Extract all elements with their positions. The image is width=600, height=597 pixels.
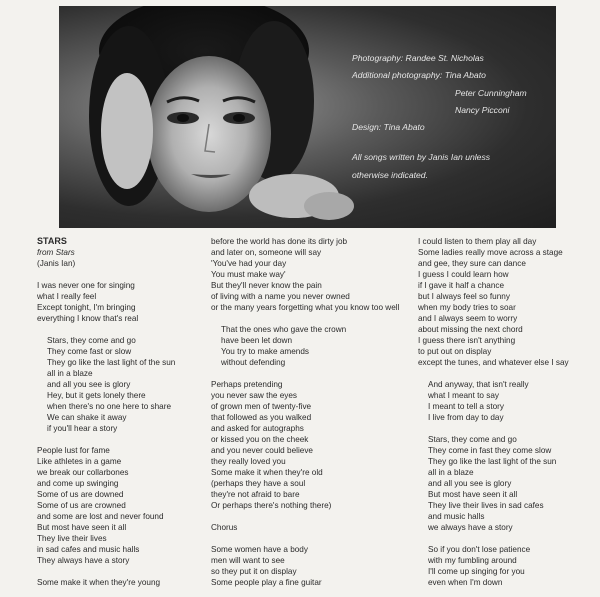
lyrics-lines-col-3 [418, 236, 593, 588]
lyric-line: Some make it when they're young [37, 578, 161, 587]
lyric-line [211, 313, 396, 324]
lyric-line: all in a blaze [47, 369, 93, 378]
lyric-line: men will want to see [211, 556, 285, 565]
lyric-line: Like athletes in a game [37, 457, 122, 466]
lyric-line: Some ladies really move across a stage [418, 248, 563, 257]
lyric-line [418, 533, 593, 544]
lyric-line: They come in fast they come slow [428, 446, 552, 455]
credit-photography: Photography: Randee St. Nicholas [352, 53, 484, 63]
lyric-line: when there's no one here to share [47, 402, 172, 411]
credit-additional: Additional photography: Tina Abato [352, 70, 486, 81]
lyrics-lines-col-1 [37, 269, 202, 588]
lyric-line: and some are lost and never found [37, 512, 164, 521]
lyric-line: and I always seem to worry [418, 314, 518, 323]
lyric-line: of living with a name you never owned [211, 292, 350, 301]
credit-note-1: All songs written by Janis Ian unless [352, 152, 491, 163]
lyric-line: without defending [221, 358, 286, 367]
lyric-line: except the tunes, and whatever else I say [418, 358, 569, 367]
lyric-line: 'You've had your day [211, 259, 287, 268]
lyric-line: you never saw the eyes [211, 391, 298, 400]
lyric-line: what I meant to say [428, 391, 499, 400]
lyric-line [418, 368, 593, 379]
lyric-line: Some people play a fine guitar [211, 578, 322, 587]
lyric-line: and all you see is glory [428, 479, 512, 488]
lyric-line [211, 511, 396, 522]
lyric-line: They go like the last light of the sun [47, 358, 176, 367]
lyric-line: And anyway, that isn't really [428, 380, 529, 389]
lyric-line [418, 423, 593, 434]
lyric-line: but I always feel so funny [418, 292, 510, 301]
lyric-line: Perhaps pretending [211, 380, 283, 389]
lyric-line: and all you see is glory [47, 380, 131, 389]
lyric-line: Some of us are crowned [37, 501, 126, 510]
lyric-line: They live their lives in sad cafes [428, 501, 544, 510]
lyric-line: if you'll hear a story [47, 424, 118, 433]
lyric-line: But most have seen it all [428, 490, 518, 499]
lyric-line: Stars, they come and go [47, 336, 136, 345]
lyric-line: that followed as you walked [211, 413, 312, 422]
lyric-line: about missing the next chord [418, 325, 523, 334]
lyrics-column-2 [211, 236, 400, 588]
lyric-line: They go like the last light of the sun [428, 457, 557, 466]
lyric-line: We can shake it away [47, 413, 127, 422]
lyric-line: what I really feel [37, 292, 97, 301]
lyric-line: (perhaps they have a soul [211, 479, 306, 488]
lyric-line: before the world has done its dirty job [211, 237, 348, 246]
credit-additional-3: Nancy Picconi [455, 104, 510, 115]
lyric-line: Hey, but it gets lonely there [47, 391, 146, 400]
lyric-line: of grown men of twenty-five [211, 402, 312, 411]
lyric-line: Chorus [211, 523, 238, 532]
lyric-line: I live from day to day [428, 413, 504, 422]
lyric-line: You try to make amends [221, 347, 309, 356]
lyric-line: So if you don't lose patience [428, 545, 531, 554]
lyric-line: They live their lives [37, 534, 107, 543]
lyric-line: Some of us are downed [37, 490, 124, 499]
song-title: STARS [37, 236, 67, 246]
lyric-line: But most have seen it all [37, 523, 127, 532]
lyric-line: That the ones who gave the crown [221, 325, 347, 334]
lyric-line: we break our collarbones [37, 468, 129, 477]
lyric-line: I meant to tell a story [428, 402, 504, 411]
lyrics-column-1 [37, 236, 202, 588]
lyrics-lines-col-2 [211, 236, 400, 588]
lyric-line [211, 368, 396, 379]
lyric-line: You must make way' [211, 270, 286, 279]
lyric-line: all in a blaze [428, 468, 474, 477]
lyric-line: they really loved you [211, 457, 286, 466]
lyric-line: in sad cafes and music halls [37, 545, 140, 554]
lyric-line: I guess there isn't anything [418, 336, 516, 345]
lyric-line: and later on, someone will say [211, 248, 322, 257]
lyric-line [37, 434, 202, 445]
lyric-line: Some make it when they're old [211, 468, 323, 477]
lyric-line: I was never one for singing [37, 281, 135, 290]
lyric-line: I could listen to them play all day [418, 237, 537, 246]
lyric-line: to put out on display [418, 347, 492, 356]
lyric-line: with my fumbling around [428, 556, 517, 565]
lyric-line [37, 324, 202, 335]
lyric-line [37, 566, 202, 577]
lyric-line: we always have a story [428, 523, 513, 532]
lyric-line: so they put it on display [211, 567, 297, 576]
lyric-line: People lust for fame [37, 446, 110, 455]
photo-credits [352, 50, 552, 184]
lyric-line: or the many years forgetting what you know too well [211, 303, 400, 312]
song-author: (Janis Ian) [37, 259, 76, 268]
song-source: from Stars [37, 248, 75, 257]
credit-gap [352, 136, 552, 149]
lyric-line: when my body tries to soar [418, 303, 516, 312]
lyric-line: Stars, they come and go [428, 435, 517, 444]
lyric-line: and music halls [428, 512, 485, 521]
lyric-line: and asked for autographs [211, 424, 304, 433]
lyric-line: they're not afraid to bare [211, 490, 300, 499]
lyric-line: and gee, they sure can dance [418, 259, 526, 268]
lyric-line: Or perhaps there's nothing there) [211, 501, 332, 510]
lyric-line [211, 533, 396, 544]
lyric-line: if I gave it half a chance [418, 281, 505, 290]
credit-note-2: otherwise indicated. [352, 169, 428, 180]
lyrics-column-3 [418, 236, 593, 588]
lyric-line: Except tonight, I'm bringing [37, 303, 136, 312]
lyric-line: or kissed you on the cheek [211, 435, 309, 444]
lyric-line: But they'll never know the pain [211, 281, 322, 290]
lyric-line: have been let down [221, 336, 293, 345]
credit-design: Design: Tina Abato [352, 122, 425, 133]
lyric-line: I'll come up singing for you [428, 567, 525, 576]
lyric-line: everything I know that's real [37, 314, 139, 323]
lyric-line: Some women have a body [211, 545, 308, 554]
lyric-line [37, 269, 202, 280]
lyric-line: They always have a story [37, 556, 130, 565]
portrait-photo [59, 6, 359, 228]
lyric-line: I guess I could learn how [418, 270, 509, 279]
lyric-line: even when I'm down [428, 578, 503, 587]
photo-panel [59, 6, 556, 228]
credit-additional-2: Peter Cunningham [455, 87, 527, 98]
lyric-line: They come fast or slow [47, 347, 132, 356]
lyric-line: and come up swinging [37, 479, 119, 488]
lyric-line: and you never could believe [211, 446, 313, 455]
